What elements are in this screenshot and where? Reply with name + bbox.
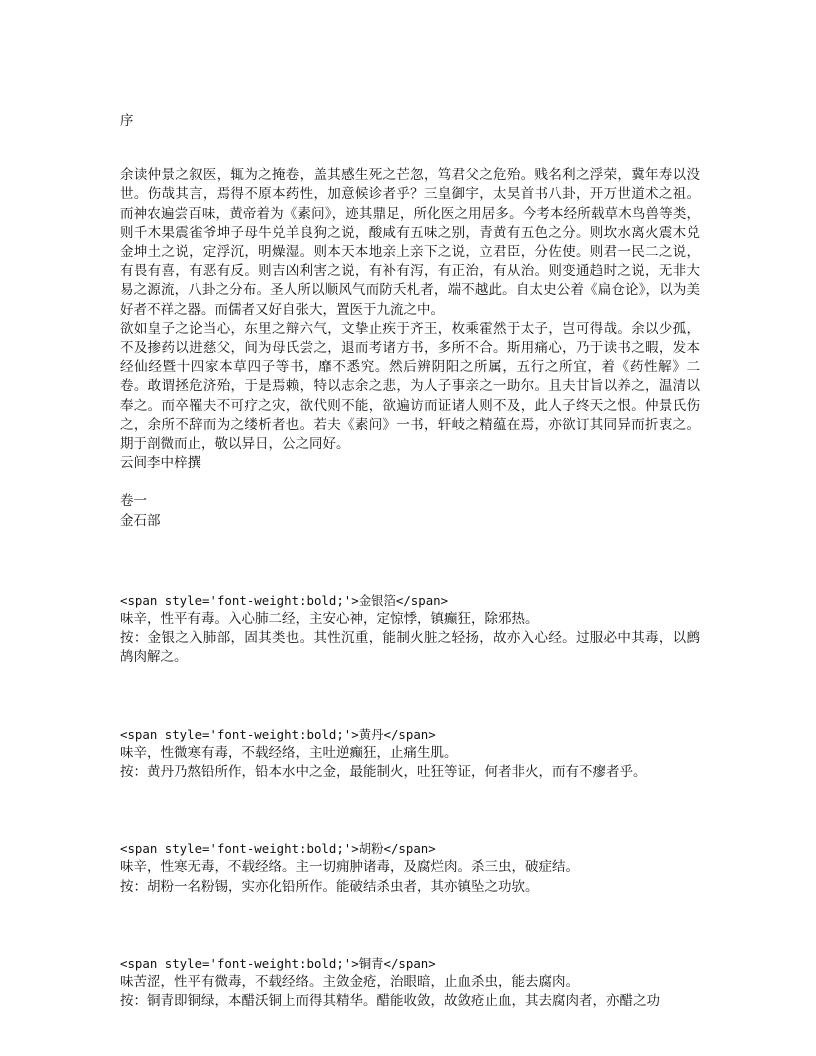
herb-entry <box>120 591 700 668</box>
entry-title-tag: <span style='font-weight:bold;'>胡粉</span> <box>120 841 436 857</box>
herb-entry <box>120 725 700 783</box>
entry-title-tag: <span style='font-weight:bold;'>铜青</span> <box>120 955 436 971</box>
document-page <box>120 112 700 1012</box>
entry-properties: 味苦涩，性平有微毒，不载经络。主敛金疮，治眼暗，止血杀虫，能去腐肉。 <box>120 974 579 991</box>
preface-signature: 云间李中梓撰 <box>120 455 201 472</box>
entry-properties: 味辛，性寒无毒，不载经络。主一切痈肿诸毒，及腐烂肉。杀三虫，破症结。 <box>120 859 579 876</box>
entry-commentary: 按：铜青即铜绿，本醋沃铜上而得其精华。醋能收敛，故敛疮止血，其去腐肉者，亦醋之功 <box>120 993 660 1010</box>
preface-paragraph-1: 余读仲景之叙医，辄为之掩卷，盖其感生死之芒忽，笃君父之危殆。贱名利之浮荣，冀年寿以没世。伤哉其言，焉得不原本药性，加意候诊者乎？三皇御宇，太昊首书八卦，开万世道术之祖。而神农遍尝百味，黄帝着为《素问》，迹其鼎足，所化医之用居多。今考本经所载草木鸟兽等类，则千木果震雀爷坤子母牛兑羊良狗之说，酸咸有五味之别，青黄有五色之分。则坎水离火震木兑金坤土之说，定浮沉，明燥湿。则本天本地亲上亲下之说，立君臣，分佐使。则君一民二之说，有畏有喜，有恶有反。则吉凶利害之说，有补有泻，有正治，有从治。则变通趋时之说，无非大易之源流，八卦之分布。圣人所以顺风气而防夭札者，端不越此。自太史公着《扁仓论》，以为美好者不祥之器。而儒者又好自张大，置医于九流之中。 <box>120 167 700 318</box>
volume-heading: 卷一 <box>120 493 147 510</box>
preface-heading: 序 <box>120 113 134 129</box>
entry-properties: 味辛，性微寒有毒，不载经络，主吐逆癫狂，止痛生肌。 <box>120 744 458 761</box>
entry-commentary: 按：黄丹乃熬铅所作，铅本水中之金，最能制火，吐狂等证，何者非火，而有不瘳者乎。 <box>120 764 647 781</box>
herb-entry <box>120 954 700 1012</box>
entry-title-tag: <span style='font-weight:bold;'>金银箔</span> <box>120 592 449 608</box>
entry-properties: 味辛，性平有毒。入心肺二经，主安心神，定惊悸，镇癫狂，除邪热。 <box>120 611 539 628</box>
herb-entry <box>120 839 700 897</box>
entry-commentary: 按：金银之入肺部，固其类也。其性沉重，能制火脏之轻扬，故亦入心经。过服必中其毒，以鹧鸪肉解之。 <box>120 630 700 666</box>
entry-title-tag: <span style='font-weight:bold;'>黄丹</span> <box>120 726 436 742</box>
entry-commentary: 按：胡粉一名粉锡，实亦化铅所作。能破结杀虫者，其亦镇坠之功欤。 <box>120 878 539 895</box>
preface-paragraph-2: 欲如皇子之论当心，东里之辩六气，文挚止疾于齐王，枚乘霍然于太子，岂可得哉。余以少孤，不及掺药以进慈父，间为母氏尝之，退而考诸方书，多所不合。斯用痛心，乃于读书之暇，发本经仙经暨十四家本草四子等书，靡不悉究。然后辨阴阳之所属，五行之所宜，着《药性解》二卷。敢谓拯危济殆，于是焉赖，特以志余之悲，为人子事亲之一助尔。且夫甘旨以养之，温清以奉之。而卒罹夫不可疗之灾，欲代则不能，欲遍访而证诸人则不及，此人子终天之恨。仲景氏伤之，余所不辞而为之缕析者也。若夫《素问》一书，轩岐之精蕴在焉，亦欲订其同异而折衷之。期于剖微而止，敬以异日，公之同好。 <box>120 320 700 453</box>
category-heading: 金石部 <box>120 512 161 529</box>
